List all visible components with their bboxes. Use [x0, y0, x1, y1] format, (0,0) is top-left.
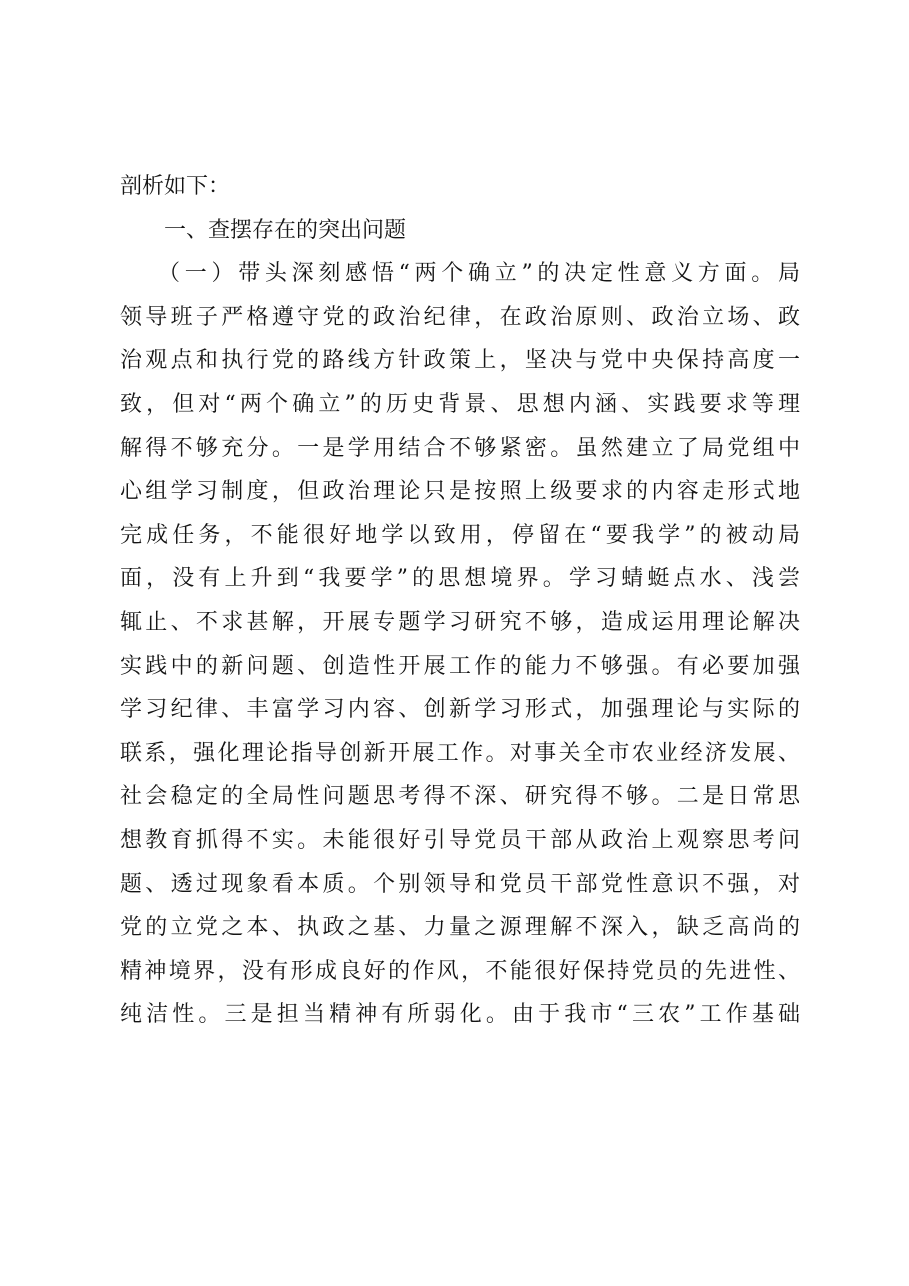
section-heading: 一、查摆存在的突出问题: [164, 217, 407, 243]
text-line: 精神境界，没有形成良好的作风，不能很好保持党员的先进性、: [120, 958, 800, 984]
text-line: 领导班子严格遵守党的政治纪律，在政治原则、政治立场、政: [120, 304, 800, 330]
text-line: 面，没有上升到“我要学”的思想境界。学习蜻蜓点水、浅尝: [120, 566, 800, 592]
text-line: 致，但对“两个确立”的历史背景、思想内涵、实践要求等理: [120, 391, 800, 417]
text-line: 实践中的新问题、创造性开展工作的能力不够强。有必要加强: [120, 653, 800, 679]
text-line: 想教育抓得不实。未能很好引导党员干部从政治上观察思考问: [120, 827, 800, 853]
text-line: 学习纪律、丰富学习内容、创新学习形式，加强理论与实际的: [120, 697, 800, 723]
document-body: [120, 165, 800, 1037]
text-line: 题、透过现象看本质。个别领导和党员干部党性意识不强，对: [120, 871, 800, 897]
text-line: 联系，强化理论指导创新开展工作。对事关全市农业经济发展、: [120, 740, 800, 766]
text-line: 纯洁性。三是担当精神有所弱化。由于我市“三农”工作基础: [120, 1002, 800, 1028]
text-line-intro: 剖析如下：: [120, 174, 231, 199]
text-line: 社会稳定的全局性问题思考得不深、研究得不够。二是日常思: [120, 784, 800, 810]
text-line: 辄止、不求甚解，开展专题学习研究不够，造成运用理论解决: [120, 609, 800, 635]
text-line: 完成任务，不能很好地学以致用，停留在“要我学”的被动局: [120, 522, 800, 548]
subsection-heading-line: （一）带头深刻感悟“两个确立”的决定性意义方面。局: [158, 261, 800, 287]
text-line: 解得不够充分。一是学用结合不够紧密。虽然建立了局党组中: [120, 435, 800, 461]
text-line: 治观点和执行党的路线方针政策上，坚决与党中央保持高度一: [120, 348, 800, 374]
text-line: 党的立党之本、执政之基、力量之源理解不深入，缺乏高尚的: [120, 915, 800, 941]
text-line: 心组学习制度，但政治理论只是按照上级要求的内容走形式地: [120, 479, 800, 505]
